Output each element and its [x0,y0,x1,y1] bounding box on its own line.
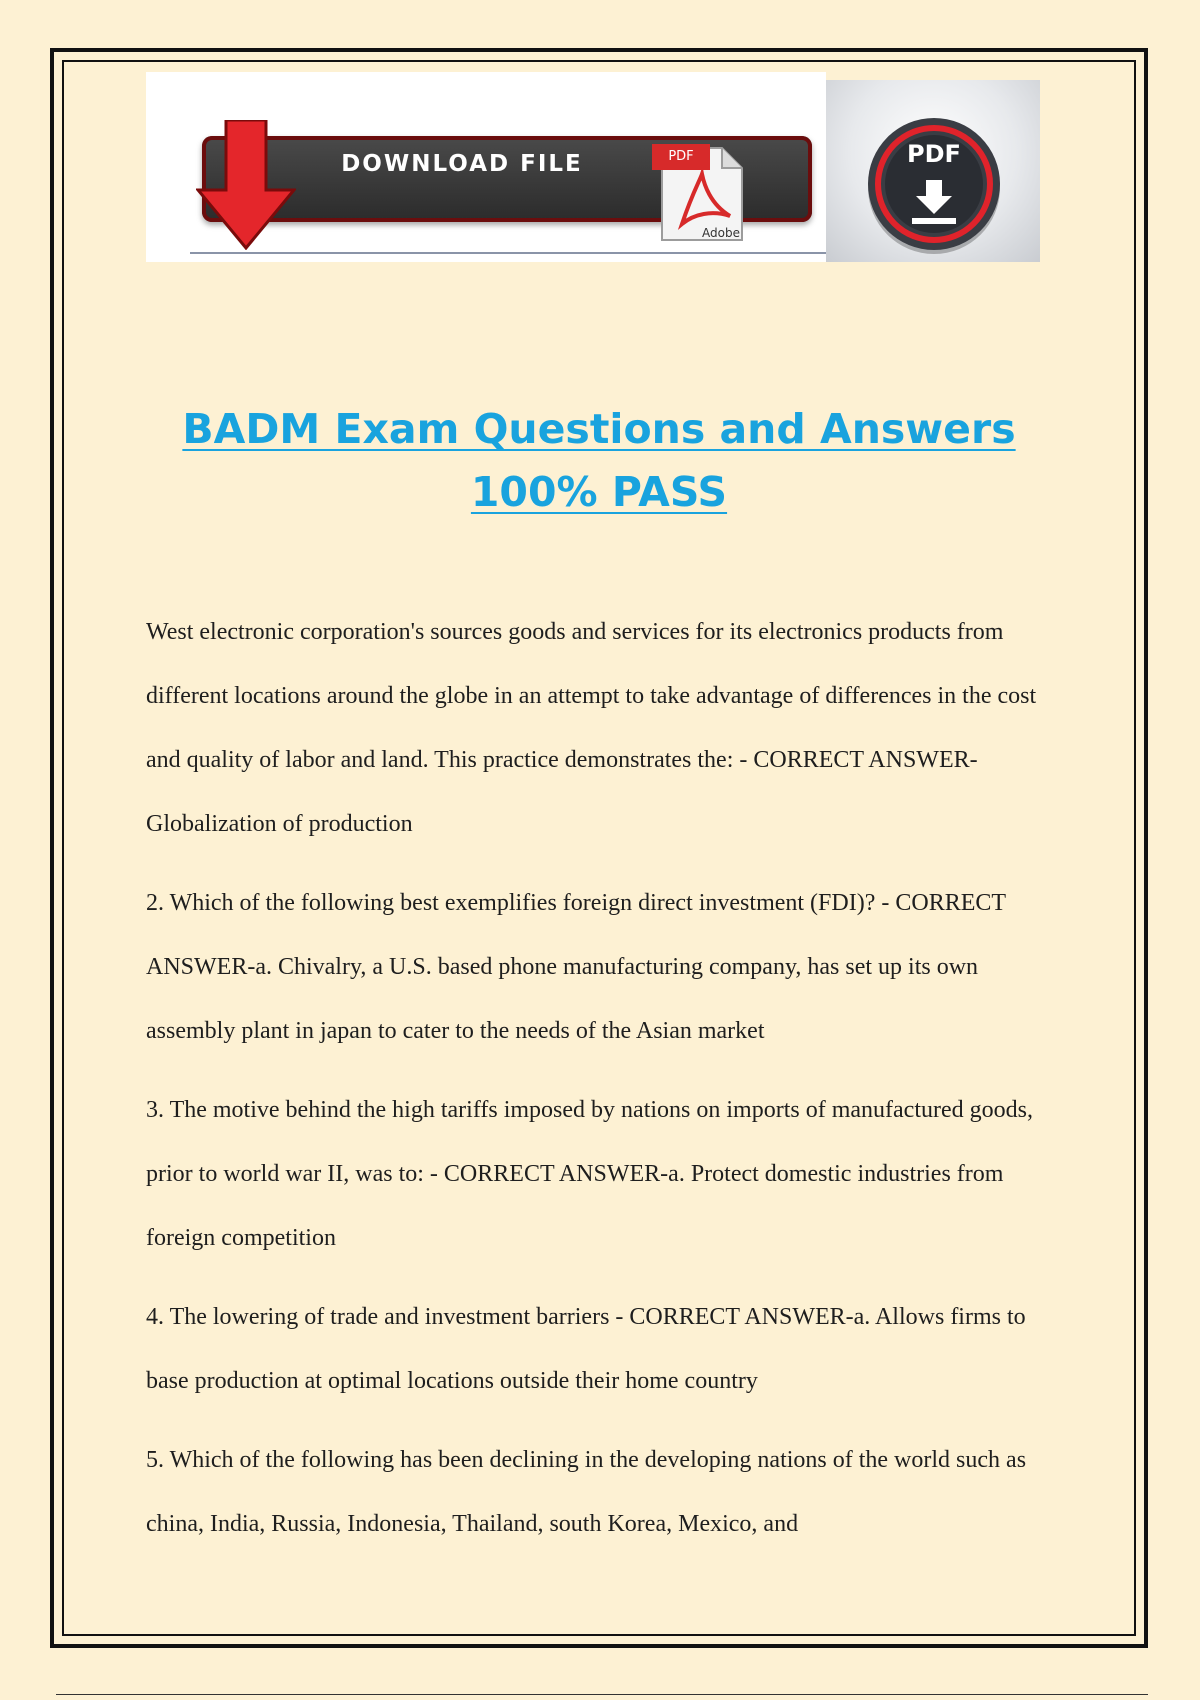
pdf-download-badge[interactable] [826,80,1040,262]
download-arrow-icon [196,120,296,250]
download-file-label[interactable]: DOWNLOAD FILE [341,151,583,177]
footer-divider [56,1694,1148,1695]
pdf-download-icon [864,114,1004,254]
qa-item: West electronic corporation's sources goods and services for its electronics products from different locations around the globe in an attempt to take advantage of differences in the cost and quality of labor and land. This practice demonstrates the: - CORRECT ANSWER-Globalization of production [146,619,1037,837]
qa-item: 4. The lowering of trade and investment barriers - CORRECT ANSWER-a. Allows firms to base production at optimal locations outside their home country [146,1304,1026,1394]
banner-underline [190,252,826,254]
qa-item: 3. The motive behind the high tariffs imposed by nations on imports of manufactured goods, prior to world war II, was to: - CORRECT ANSWER-a. Protect domestic industries from foreign competition [146,1097,1033,1251]
download-banner[interactable] [146,72,826,262]
pdf-tag-label: PDF [652,144,710,170]
qa-list [146,600,1066,1571]
adobe-label: Adobe [702,226,740,240]
document-title: BADM Exam Questions and Answers 100% PASS [182,405,1016,516]
qa-item: 5. Which of the following has been declining in the developing nations of the world such as china, India, Russia, Indonesia, Thailand, south Korea, Mexico, and [146,1447,1027,1537]
adobe-pdf-icon [652,144,746,244]
pdf-badge-label: PDF [907,140,961,168]
qa-item: 2. Which of the following best exemplifies foreign direct investment (FDI)? - CORRECT ANSWER-a. Chivalry, a U.S. based phone manufacturing company, has set up its own assembly plant in japan to cater to the needs of the Asian market [146,890,1006,1044]
